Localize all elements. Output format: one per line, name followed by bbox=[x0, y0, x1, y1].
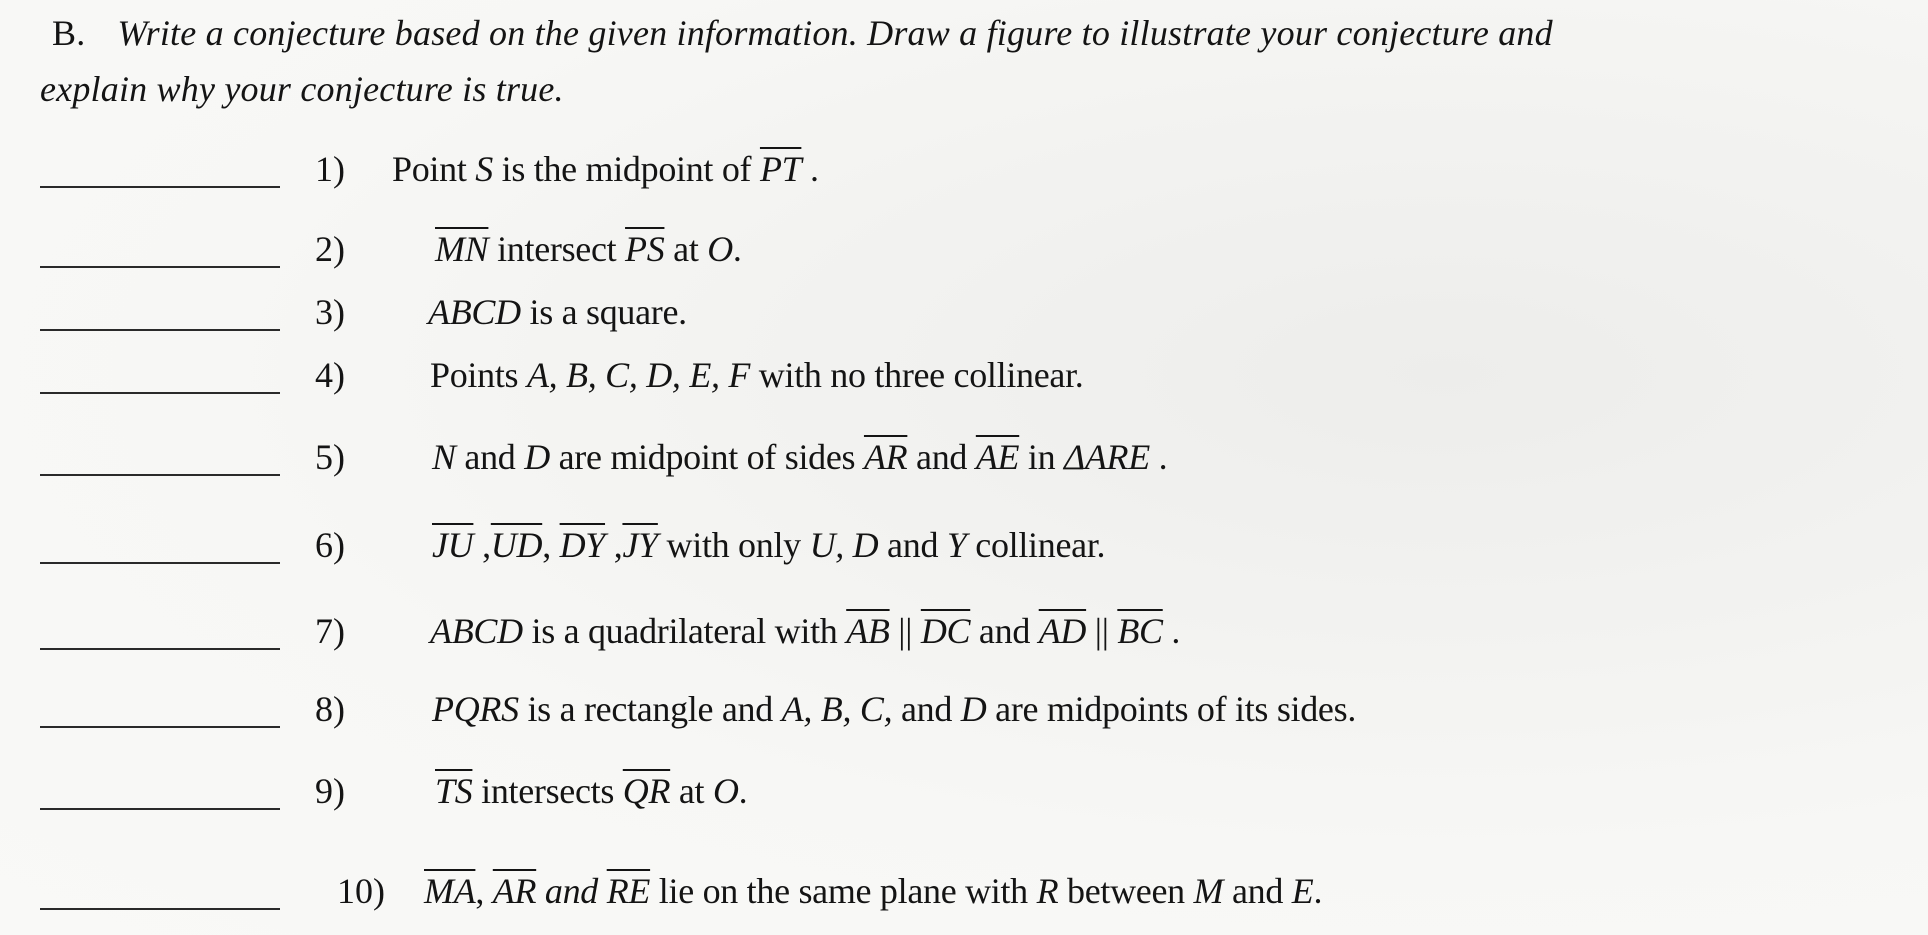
segment-label: $\overline{AR}$ bbox=[492, 871, 537, 911]
item-5 bbox=[40, 428, 1900, 488]
segment-label: $\overline{PS}$ bbox=[625, 229, 665, 269]
segment-label: $\overline{AB}$ bbox=[846, 611, 890, 651]
section-label: B. bbox=[52, 13, 86, 53]
answer-blank-5[interactable] bbox=[40, 474, 280, 476]
item-number: 2) bbox=[315, 229, 345, 269]
segment-label: $\overline{AD}$ bbox=[1038, 611, 1087, 651]
segment-label: $\overline{MN}$ bbox=[435, 229, 489, 269]
segment-label: $\overline{UD}$ bbox=[490, 525, 543, 565]
segment-label: $\overline{DY}$ bbox=[559, 525, 606, 565]
item-9 bbox=[40, 762, 1900, 822]
item-6 bbox=[40, 516, 1900, 576]
item-number: 1) bbox=[315, 149, 345, 189]
item-text: $\overline{MA}$, $\overline{AR}$ and $\overline{RE}$ lie on the same plane with R between M and E. bbox=[424, 871, 1323, 911]
segment-label: $\overline{DC}$ bbox=[920, 611, 971, 651]
item-text: PQRS is a rectangle and A, B, C, and D are midpoints of its sides. bbox=[432, 689, 1357, 729]
item-text: $\overline{JU}$ $,\overline{UD}$, $\overline{DY}$ $,\overline{JY}$ with only U, D and Y collinear. bbox=[432, 525, 1106, 565]
segment-label: $\overline{RE}$ bbox=[606, 871, 651, 911]
answer-blank-6[interactable] bbox=[40, 562, 280, 564]
instruction-line-1 bbox=[52, 12, 1553, 54]
item-7 bbox=[40, 602, 1900, 662]
segment-label: $\overline{BC}$ bbox=[1117, 611, 1163, 651]
instruction-line-2: explain why your conjecture is true. bbox=[40, 69, 564, 109]
item-text: $\overline{TS}$ intersects $\overline{QR}$ at O. bbox=[435, 771, 748, 811]
segment-label: $\overline{AE}$ bbox=[975, 437, 1020, 477]
answer-blank-3[interactable] bbox=[40, 329, 280, 331]
item-number: 7) bbox=[315, 611, 345, 651]
item-number: 4) bbox=[315, 355, 345, 395]
answer-blank-7[interactable] bbox=[40, 648, 280, 650]
item-number: 9) bbox=[315, 771, 345, 811]
answer-blank-8[interactable] bbox=[40, 726, 280, 728]
item-4 bbox=[40, 346, 1900, 406]
item-1 bbox=[40, 140, 1900, 200]
answer-blank-9[interactable] bbox=[40, 808, 280, 810]
item-number: 6) bbox=[315, 525, 345, 565]
segment-label: $\overline{JY}$ bbox=[622, 525, 658, 565]
segment-label: $\overline{QR}$ bbox=[622, 771, 671, 811]
segment-label: $\overline{AR}$ bbox=[863, 437, 908, 477]
item-number: 5) bbox=[315, 437, 345, 477]
triangle-label: ΔARE bbox=[1064, 437, 1150, 477]
item-text: Point S is the midpoint of $\overline{PT}$ . bbox=[392, 149, 819, 189]
item-2 bbox=[40, 220, 1900, 280]
item-text: ABCD is a square. bbox=[428, 292, 687, 332]
segment-label: $\overline{TS}$ bbox=[435, 771, 473, 811]
answer-blank-1[interactable] bbox=[40, 186, 280, 188]
instruction-text-1: Write a conjecture based on the given information. Draw a figure to illustrate your conjecture and bbox=[117, 13, 1553, 53]
item-text: N and D are midpoint of sides $\overline{AR}$ and $\overline{AE}$ in ΔARE . bbox=[432, 437, 1168, 477]
segment-label: $\overline{MA}$ bbox=[424, 871, 476, 911]
answer-blank-10[interactable] bbox=[40, 908, 280, 910]
item-text: ABCD is a quadrilateral with $\overline{AB}$ || $\overline{DC}$ and $\overline{AD}$ || $\overline{BC}$ . bbox=[430, 611, 1181, 651]
segment-label: $\overline{PT}$ bbox=[759, 149, 802, 189]
answer-blank-4[interactable] bbox=[40, 392, 280, 394]
item-10 bbox=[40, 862, 1900, 922]
item-8 bbox=[40, 680, 1900, 740]
item-number: 3) bbox=[315, 292, 345, 332]
item-3 bbox=[40, 283, 1900, 343]
item-number: 10) bbox=[337, 871, 385, 911]
segment-label: $\overline{JU}$ bbox=[432, 525, 474, 565]
item-number: 8) bbox=[315, 689, 345, 729]
item-text: Points A, B, C, D, E, F with no three collinear. bbox=[430, 355, 1084, 395]
item-text: $\overline{MN}$ intersect $\overline{PS}$ at O. bbox=[435, 229, 742, 269]
answer-blank-2[interactable] bbox=[40, 266, 280, 268]
